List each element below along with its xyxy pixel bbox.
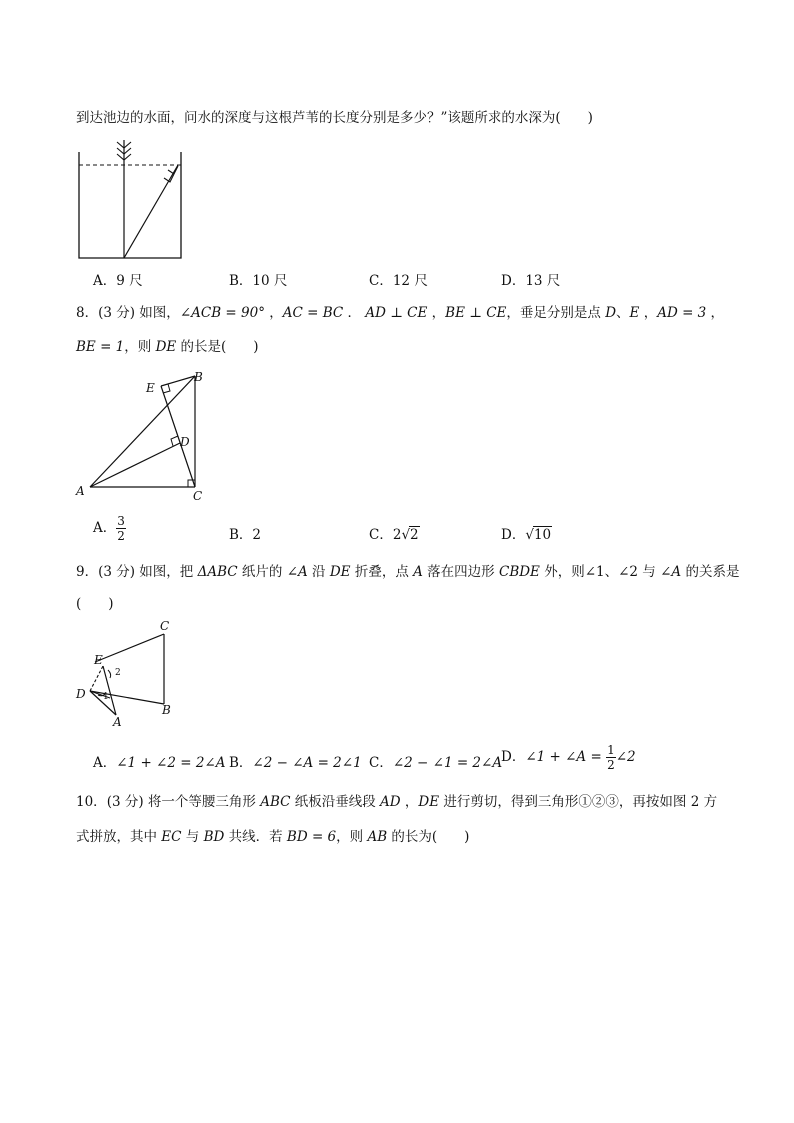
q10-number: 10． — [76, 794, 107, 810]
q7-option-a[interactable]: A．9 尺 — [93, 273, 143, 289]
q10-stem-line1: 10．(3 分) 将一个等腰三角形 ABC 纸板沿垂线段 AD ，DE 进行剪切，得到三角形①②③，再按如图 2 方 — [76, 794, 718, 810]
q8-number: 8． — [76, 305, 99, 321]
q7-pond-reed-figure — [70, 138, 190, 262]
q9-label-a: A — [113, 715, 122, 729]
q9-stem-line2: ( ) — [76, 596, 114, 612]
q10-score: (3 分) — [106, 794, 144, 810]
q9-angle-2-label: 2 — [115, 668, 121, 678]
q9-option-a[interactable]: A．∠1 + ∠2 = 2∠A — [93, 755, 226, 771]
q7-option-c[interactable]: C．12 尺 — [369, 273, 428, 289]
q8-option-a[interactable]: A． $\frac{3}{2}$ — [93, 514, 125, 543]
q8-label-b: B — [194, 370, 203, 384]
q9-number: 9． — [76, 564, 99, 580]
q9-label-b: B — [162, 703, 171, 717]
q7-option-b[interactable]: B．10 尺 — [229, 273, 288, 289]
sqrt-icon: √ — [401, 527, 411, 543]
q9-label-c: C — [160, 619, 170, 633]
q8-score: (3 分) — [98, 305, 136, 321]
q8-label-e: E — [146, 381, 155, 395]
q9-option-d-fraction: $\frac{1}{2}$ — [607, 743, 615, 772]
q8-stem-line1: 8．(3 分) 如图，∠ACB = 90° ，AC = BC ． AD ⊥ CE ，BE ⊥ CE，垂足分别是点 D、E ，AD = 3 ， — [76, 305, 725, 321]
q10-stem-line2: 式拼放，其中 EC 与 BD 共线．若 BD = 6，则 AB 的长为( ) — [76, 829, 470, 845]
q8-option-a-fraction: $\frac{3}{2}$ — [117, 514, 125, 543]
q9-stem-line1: 9．(3 分) 如图，把 ΔABC 纸片的 ∠A 沿 DE 折叠，点 A 落在四边形 CBDE 外，则∠1、∠2 与 ∠A 的关系是 — [76, 564, 740, 580]
q8-stem-line2: BE = 1，则 DE 的长是( ) — [76, 339, 259, 355]
q9-score: (3 分) — [98, 564, 136, 580]
q9-option-d[interactable]: D．∠1 + ∠A = $\frac{1}{2}$ ∠2 — [501, 743, 636, 772]
q8-label-d: D — [180, 435, 190, 449]
q8-option-c[interactable]: C．2√2 — [369, 527, 419, 543]
q7-continuation-text: 到达池边的水面，问水的深度与这根芦苇的长度分别是多少？”该题所求的水深为( ) — [76, 110, 593, 126]
q8-triangle-figure — [70, 366, 220, 506]
q9-option-c[interactable]: C．∠2 − ∠1 = 2∠A — [369, 755, 503, 771]
q8-label-c: C — [193, 489, 203, 503]
sqrt-icon: √ — [525, 527, 534, 543]
q9-label-e: E — [94, 653, 103, 667]
q9-fold-figure — [70, 618, 190, 730]
q9-angle-1-label: 1 — [103, 692, 109, 702]
q8-label-a: A — [76, 484, 85, 498]
q7-option-d[interactable]: D．13 尺 — [501, 273, 561, 289]
q8-option-d[interactable]: D．√10 — [501, 527, 552, 543]
q8-option-b[interactable]: B．2 — [229, 527, 262, 543]
q9-option-b[interactable]: B．∠2 − ∠A = 2∠1 — [229, 755, 362, 771]
q9-label-d: D — [76, 687, 86, 701]
